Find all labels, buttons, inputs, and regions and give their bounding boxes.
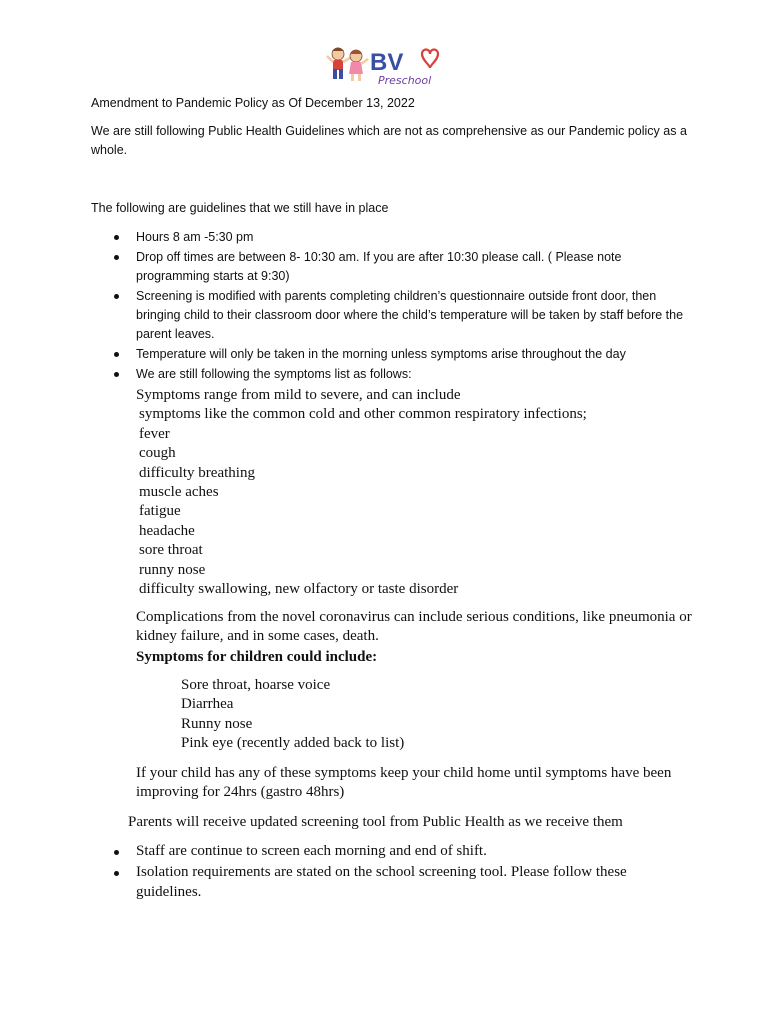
- bullet-icon: [114, 255, 119, 260]
- intro-paragraph: We are still following Public Health Guidelines which are not as comprehensive as our Pandemic policy as a whole.: [91, 124, 687, 157]
- children-symptoms-heading: Symptoms for children could include:: [136, 649, 378, 665]
- list-item: Drop off times are between 8- 10:30 am. If you are after 10:30 please call. ( Please note programming starts at 9:30): [136, 248, 686, 286]
- bottom-list: [136, 842, 656, 902]
- document-title: Amendment to Pandemic Policy as Of December 13, 2022: [91, 96, 415, 110]
- list-item: Sore throat, hoarse voice: [181, 677, 331, 693]
- symptom-item: fatigue: [139, 503, 181, 520]
- bullet-icon: [114, 294, 119, 299]
- symptom-item: symptoms like the common cold and other common respiratory infections;: [139, 406, 587, 423]
- svg-text:Preschool: Preschool: [378, 74, 432, 87]
- symptom-item: sore throat: [139, 542, 203, 559]
- complications-paragraph: Complications from the novel coronavirus can include serious conditions, like pneumonia or kidney failure, and in some cases, death.: [136, 609, 692, 645]
- keep-home-paragraph: If your child has any of these symptoms keep your child home until symptoms have been improving for 24hrs (gastro 48hrs): [136, 765, 672, 801]
- parents-note: Parents will receive updated screening tool from Public Health as we receive them: [128, 814, 623, 830]
- symptom-item: cough: [139, 445, 176, 462]
- symptom-item: difficulty swallowing, new olfactory or taste disorder: [139, 581, 459, 598]
- bullet-icon: [114, 372, 119, 377]
- symptom-item: fever: [139, 425, 170, 442]
- list-item: Hours 8 am -5:30 pm: [136, 228, 686, 247]
- svg-text:BV: BV: [370, 49, 404, 76]
- symptoms-block: [136, 386, 587, 599]
- bullet-icon: [114, 871, 119, 876]
- symptom-item: headache: [139, 522, 195, 539]
- guidelines-lead: The following are guidelines that we still have in place: [91, 201, 389, 215]
- symptom-item: runny nose: [139, 561, 206, 578]
- list-item: Runny nose: [181, 715, 253, 732]
- list-item: Temperature will only be taken in the morning unless symptoms arise throughout the day: [136, 345, 686, 364]
- bullet-icon: [114, 850, 119, 855]
- children-symptoms-list: [181, 676, 404, 754]
- list-item: We are still following the symptoms list as follows:: [136, 365, 686, 384]
- list-item: Diarrhea: [181, 696, 234, 713]
- bullet-icon: [114, 235, 119, 240]
- symptom-item: muscle aches: [139, 484, 219, 501]
- bullet-icon: [114, 352, 119, 357]
- kids-logo-icon: [326, 42, 446, 88]
- symptom-item: difficulty breathing: [139, 464, 255, 481]
- list-item: Staff are continue to screen each morning and end of shift.: [136, 842, 656, 861]
- symptoms-intro: Symptoms range from mild to severe, and can include: [136, 387, 461, 403]
- list-item: Pink eye (recently added back to list): [181, 735, 405, 752]
- preschool-logo: [326, 42, 446, 88]
- list-item: Isolation requirements are stated on the school screening tool. Please follow these guidelines.: [136, 863, 656, 902]
- list-item: Screening is modified with parents completing children’s questionnaire outside front door, then bringing child to their classroom door where the child’s temperature will be taken by staff before the parent leaves.: [136, 287, 686, 344]
- guidelines-list: [136, 228, 686, 385]
